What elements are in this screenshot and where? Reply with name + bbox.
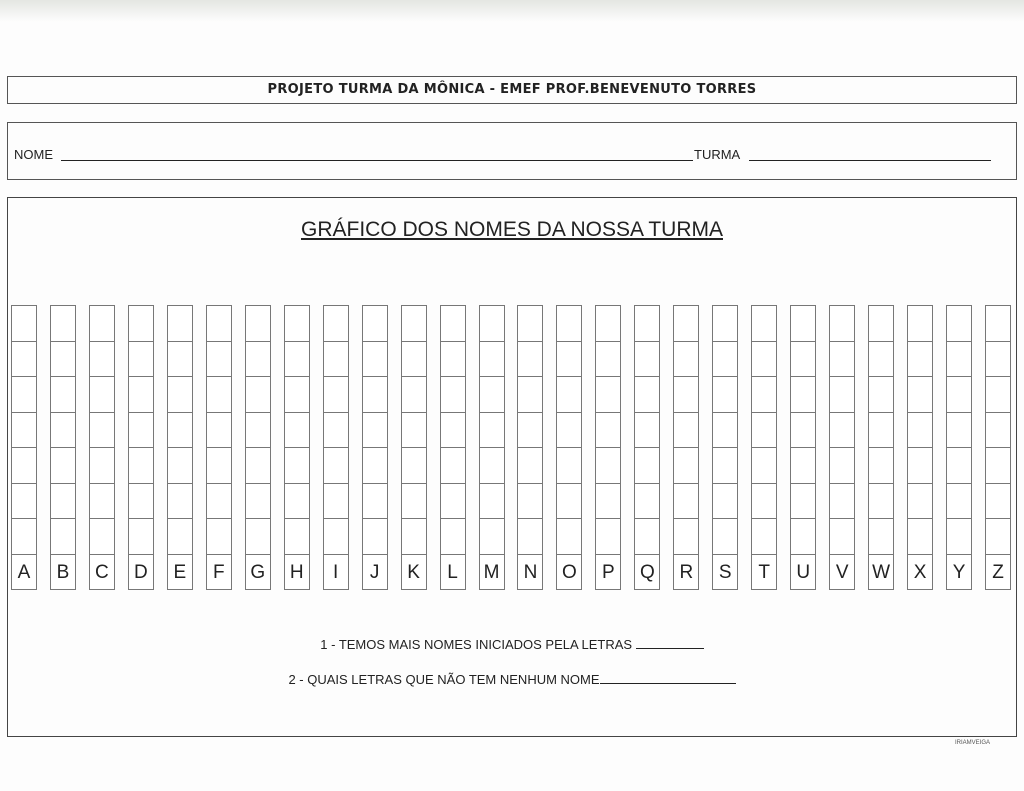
tally-cell[interactable]: [712, 412, 738, 449]
letter-label: C: [89, 554, 115, 591]
letter-label: S: [712, 554, 738, 591]
tally-cell[interactable]: [595, 447, 621, 484]
tally-cell[interactable]: [245, 341, 271, 378]
tally-cell[interactable]: [401, 305, 427, 342]
letter-label: I: [323, 554, 349, 591]
tally-cell[interactable]: [751, 412, 777, 449]
letter-column-w: [868, 306, 894, 590]
tally-cell[interactable]: [712, 376, 738, 413]
tally-cell[interactable]: [556, 447, 582, 484]
tally-cell[interactable]: [946, 341, 972, 378]
tally-cell[interactable]: [284, 376, 310, 413]
tally-cell[interactable]: [323, 376, 349, 413]
scan-edge: [0, 0, 1024, 22]
tally-cell[interactable]: [829, 376, 855, 413]
tally-cell[interactable]: [907, 305, 933, 342]
tally-cell[interactable]: [440, 305, 466, 342]
letter-label: M: [479, 554, 505, 591]
tally-cell[interactable]: [517, 376, 543, 413]
tally-cell[interactable]: [440, 483, 466, 520]
letter-column-q: [634, 306, 660, 590]
tally-cell[interactable]: [517, 447, 543, 484]
tally-cell[interactable]: [556, 376, 582, 413]
tally-cell[interactable]: [89, 447, 115, 484]
tally-cell[interactable]: [245, 376, 271, 413]
tally-cell[interactable]: [907, 376, 933, 413]
tally-cell[interactable]: [673, 376, 699, 413]
letter-column-b: [50, 306, 76, 590]
letter-column-y: [946, 306, 972, 590]
letter-label: U: [790, 554, 816, 591]
tally-cell[interactable]: [790, 518, 816, 555]
tally-cell[interactable]: [11, 376, 37, 413]
tally-cell[interactable]: [868, 483, 894, 520]
tally-cell[interactable]: [595, 341, 621, 378]
class-field[interactable]: [749, 160, 991, 161]
letter-label: A: [11, 554, 37, 591]
tally-cell[interactable]: [517, 483, 543, 520]
letter-label: G: [245, 554, 271, 591]
tally-cell[interactable]: [868, 518, 894, 555]
letter-label: V: [829, 554, 855, 591]
tally-cell[interactable]: [89, 412, 115, 449]
tally-cell[interactable]: [556, 483, 582, 520]
tally-cell[interactable]: [907, 341, 933, 378]
tally-cell[interactable]: [712, 305, 738, 342]
tally-cell[interactable]: [868, 376, 894, 413]
tally-cell[interactable]: [50, 305, 76, 342]
letter-column-m: [479, 306, 505, 590]
tally-cell[interactable]: [128, 305, 154, 342]
tally-cell[interactable]: [362, 341, 388, 378]
tally-cell[interactable]: [673, 518, 699, 555]
letter-label: E: [167, 554, 193, 591]
tally-cell[interactable]: [595, 518, 621, 555]
question-2: [8, 671, 1016, 687]
letter-column-x: [907, 306, 933, 590]
tally-cell[interactable]: [284, 483, 310, 520]
tally-cell[interactable]: [284, 518, 310, 555]
tally-cell[interactable]: [206, 412, 232, 449]
tally-cell[interactable]: [440, 412, 466, 449]
letter-column-o: [556, 306, 582, 590]
tally-cell[interactable]: [440, 447, 466, 484]
tally-cell[interactable]: [479, 341, 505, 378]
letter-column-j: [362, 306, 388, 590]
tally-cell[interactable]: [595, 412, 621, 449]
letter-label: F: [206, 554, 232, 591]
letter-column-s: [712, 306, 738, 590]
letter-label: Y: [946, 554, 972, 591]
project-title: PROJETO TURMA DA MÔNICA - EMEF PROF.BENEVENUTO TORRES: [267, 82, 757, 97]
tally-cell[interactable]: [245, 305, 271, 342]
tally-cell[interactable]: [206, 305, 232, 342]
tally-cell[interactable]: [907, 447, 933, 484]
tally-cell[interactable]: [829, 518, 855, 555]
tally-cell[interactable]: [401, 483, 427, 520]
letter-column-g: [245, 306, 271, 590]
tally-cell[interactable]: [323, 518, 349, 555]
answer-2-field[interactable]: [600, 671, 736, 684]
tally-cell[interactable]: [673, 305, 699, 342]
tally-cell[interactable]: [634, 305, 660, 342]
letter-label: J: [362, 554, 388, 591]
tally-cell[interactable]: [362, 412, 388, 449]
letter-column-u: [790, 306, 816, 590]
name-label: NOME: [14, 147, 53, 162]
tally-cell[interactable]: [245, 412, 271, 449]
tally-cell[interactable]: [401, 412, 427, 449]
tally-cell[interactable]: [712, 447, 738, 484]
letter-column-c: [89, 306, 115, 590]
tally-cell[interactable]: [479, 305, 505, 342]
letter-column-k: [401, 306, 427, 590]
tally-cell[interactable]: [985, 412, 1011, 449]
tally-cell[interactable]: [167, 518, 193, 555]
tally-cell[interactable]: [89, 341, 115, 378]
tally-cell[interactable]: [89, 305, 115, 342]
tally-cell[interactable]: [362, 518, 388, 555]
question-1: [8, 636, 1016, 652]
tally-cell[interactable]: [245, 518, 271, 555]
tally-cell[interactable]: [946, 305, 972, 342]
tally-cell[interactable]: [751, 341, 777, 378]
tally-cell[interactable]: [323, 483, 349, 520]
tally-cell[interactable]: [440, 518, 466, 555]
tally-cell[interactable]: [362, 483, 388, 520]
tally-cell[interactable]: [167, 412, 193, 449]
tally-cell[interactable]: [50, 412, 76, 449]
tally-cell[interactable]: [556, 412, 582, 449]
tally-cell[interactable]: [790, 447, 816, 484]
tally-cell[interactable]: [128, 518, 154, 555]
tally-cell[interactable]: [206, 447, 232, 484]
tally-cell[interactable]: [868, 341, 894, 378]
tally-cell[interactable]: [907, 483, 933, 520]
tally-cell[interactable]: [985, 305, 1011, 342]
tally-cell[interactable]: [790, 483, 816, 520]
tally-cell[interactable]: [440, 376, 466, 413]
tally-cell[interactable]: [595, 376, 621, 413]
tally-cell[interactable]: [751, 483, 777, 520]
letter-label: O: [556, 554, 582, 591]
tally-cell[interactable]: [556, 341, 582, 378]
tally-cell[interactable]: [595, 483, 621, 520]
letter-column-f: [206, 306, 232, 590]
tally-cell[interactable]: [479, 518, 505, 555]
tally-cell[interactable]: [673, 341, 699, 378]
tally-cell[interactable]: [284, 412, 310, 449]
letter-column-z: [985, 306, 1011, 590]
tally-cell[interactable]: [907, 518, 933, 555]
tally-cell[interactable]: [556, 305, 582, 342]
letter-label: Z: [985, 554, 1011, 591]
tally-cell[interactable]: [206, 376, 232, 413]
tally-cell[interactable]: [11, 305, 37, 342]
tally-cell[interactable]: [829, 305, 855, 342]
tally-cell[interactable]: [362, 305, 388, 342]
tally-cell[interactable]: [790, 305, 816, 342]
tally-cell[interactable]: [284, 305, 310, 342]
tally-cell[interactable]: [206, 483, 232, 520]
tally-cell[interactable]: [11, 447, 37, 484]
tally-cell[interactable]: [479, 376, 505, 413]
tally-cell[interactable]: [89, 376, 115, 413]
tally-cell[interactable]: [479, 447, 505, 484]
tally-cell[interactable]: [634, 341, 660, 378]
tally-cell[interactable]: [323, 412, 349, 449]
tally-cell[interactable]: [751, 518, 777, 555]
tally-cell[interactable]: [517, 518, 543, 555]
letter-column-d: [128, 306, 154, 590]
tally-cell[interactable]: [517, 305, 543, 342]
letter-column-a: [11, 306, 37, 590]
tally-cell[interactable]: [401, 447, 427, 484]
project-header: [7, 76, 1017, 104]
tally-cell[interactable]: [517, 341, 543, 378]
chart-worksheet: [7, 197, 1017, 737]
letter-label: N: [517, 554, 543, 591]
letter-column-r: [673, 306, 699, 590]
tally-cell[interactable]: [868, 412, 894, 449]
tally-cell[interactable]: [50, 483, 76, 520]
question-2-text: 2 - QUAIS LETRAS QUE NÃO TEM NENHUM NOME: [288, 672, 600, 687]
tally-cell[interactable]: [50, 341, 76, 378]
tally-cell[interactable]: [946, 518, 972, 555]
tally-cell[interactable]: [634, 376, 660, 413]
student-info-box: [7, 122, 1017, 180]
tally-cell[interactable]: [673, 483, 699, 520]
tally-cell[interactable]: [167, 447, 193, 484]
tally-cell[interactable]: [712, 341, 738, 378]
letter-column-i: [323, 306, 349, 590]
letter-label: K: [401, 554, 427, 591]
answer-1-field[interactable]: [636, 636, 704, 649]
author-signature: IRIAMVEIGA: [955, 740, 991, 746]
tally-cell[interactable]: [946, 376, 972, 413]
letter-label: D: [128, 554, 154, 591]
letter-label: W: [868, 554, 894, 591]
tally-cell[interactable]: [985, 447, 1011, 484]
tally-cell[interactable]: [323, 305, 349, 342]
tally-cell[interactable]: [673, 412, 699, 449]
letter-label: Q: [634, 554, 660, 591]
tally-cell[interactable]: [50, 447, 76, 484]
letter-label: B: [50, 554, 76, 591]
class-label: TURMA: [694, 147, 741, 162]
tally-cell[interactable]: [790, 341, 816, 378]
tally-cell[interactable]: [284, 341, 310, 378]
tally-cell[interactable]: [362, 447, 388, 484]
tally-cell[interactable]: [323, 447, 349, 484]
name-field[interactable]: [61, 160, 693, 161]
tally-cell[interactable]: [595, 305, 621, 342]
tally-cell[interactable]: [401, 376, 427, 413]
letter-label: H: [284, 554, 310, 591]
tally-cell[interactable]: [11, 341, 37, 378]
tally-cell[interactable]: [11, 412, 37, 449]
tally-cell[interactable]: [985, 341, 1011, 378]
chart-title: GRÁFICO DOS NOMES DA NOSSA TURMA: [300, 218, 723, 241]
tally-cell[interactable]: [868, 305, 894, 342]
letter-label: R: [673, 554, 699, 591]
letter-label: T: [751, 554, 777, 591]
tally-cell[interactable]: [401, 518, 427, 555]
tally-cell[interactable]: [946, 483, 972, 520]
tally-cell[interactable]: [128, 483, 154, 520]
tally-cell[interactable]: [128, 376, 154, 413]
tally-cell[interactable]: [128, 447, 154, 484]
tally-cell[interactable]: [89, 483, 115, 520]
tally-cell[interactable]: [167, 376, 193, 413]
tally-cell[interactable]: [829, 447, 855, 484]
tally-cell[interactable]: [946, 412, 972, 449]
tally-cell[interactable]: [89, 518, 115, 555]
letter-label: L: [440, 554, 466, 591]
tally-cell[interactable]: [634, 483, 660, 520]
tally-cell[interactable]: [479, 483, 505, 520]
tally-cell[interactable]: [362, 376, 388, 413]
tally-cell[interactable]: [440, 341, 466, 378]
letter-column-p: [595, 306, 621, 590]
letter-column-v: [829, 306, 855, 590]
tally-cell[interactable]: [673, 447, 699, 484]
letter-grid: [11, 306, 1011, 599]
tally-cell[interactable]: [323, 341, 349, 378]
tally-cell[interactable]: [128, 412, 154, 449]
tally-cell[interactable]: [751, 447, 777, 484]
letter-column-t: [751, 306, 777, 590]
tally-cell[interactable]: [167, 305, 193, 342]
letter-label: P: [595, 554, 621, 591]
letter-label: X: [907, 554, 933, 591]
tally-cell[interactable]: [985, 376, 1011, 413]
tally-cell[interactable]: [50, 518, 76, 555]
tally-cell[interactable]: [829, 341, 855, 378]
tally-cell[interactable]: [985, 518, 1011, 555]
tally-cell[interactable]: [206, 341, 232, 378]
tally-cell[interactable]: [206, 518, 232, 555]
tally-cell[interactable]: [11, 483, 37, 520]
tally-cell[interactable]: [245, 447, 271, 484]
tally-cell[interactable]: [634, 447, 660, 484]
tally-cell[interactable]: [634, 518, 660, 555]
tally-cell[interactable]: [829, 412, 855, 449]
tally-cell[interactable]: [985, 483, 1011, 520]
tally-cell[interactable]: [479, 412, 505, 449]
tally-cell[interactable]: [167, 341, 193, 378]
tally-cell[interactable]: [284, 447, 310, 484]
letter-column-n: [517, 306, 543, 590]
letter-column-h: [284, 306, 310, 590]
tally-cell[interactable]: [50, 376, 76, 413]
tally-cell[interactable]: [751, 376, 777, 413]
tally-cell[interactable]: [751, 305, 777, 342]
tally-cell[interactable]: [634, 412, 660, 449]
question-1-text: 1 - TEMOS MAIS NOMES INICIADOS PELA LETRAS: [320, 637, 633, 652]
tally-cell[interactable]: [401, 341, 427, 378]
tally-cell[interactable]: [790, 412, 816, 449]
tally-cell[interactable]: [712, 483, 738, 520]
tally-cell[interactable]: [907, 412, 933, 449]
tally-cell[interactable]: [556, 518, 582, 555]
tally-cell[interactable]: [829, 483, 855, 520]
letter-column-l: [440, 306, 466, 590]
tally-cell[interactable]: [946, 447, 972, 484]
tally-cell[interactable]: [128, 341, 154, 378]
tally-cell[interactable]: [868, 447, 894, 484]
tally-cell[interactable]: [517, 412, 543, 449]
tally-cell[interactable]: [790, 376, 816, 413]
tally-cell[interactable]: [712, 518, 738, 555]
letter-column-e: [167, 306, 193, 590]
tally-cell[interactable]: [245, 483, 271, 520]
tally-cell[interactable]: [11, 518, 37, 555]
tally-cell[interactable]: [167, 483, 193, 520]
